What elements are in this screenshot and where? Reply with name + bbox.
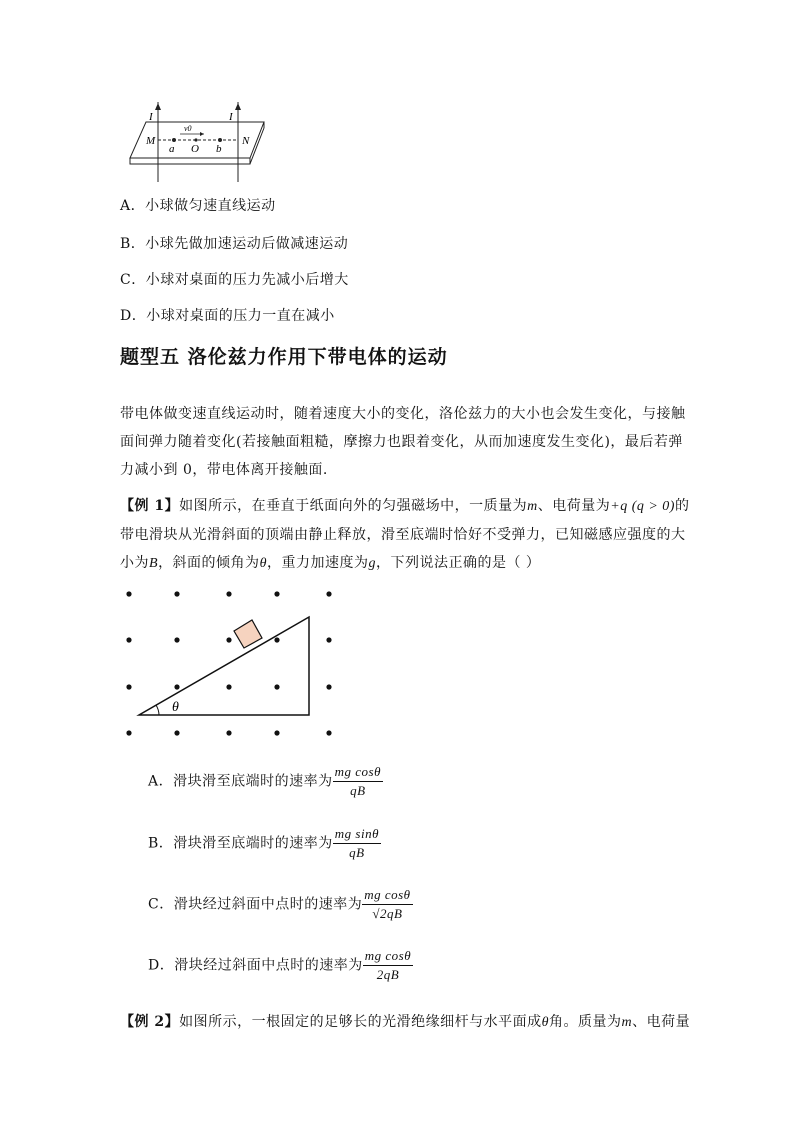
field-dot — [126, 684, 131, 689]
example1-tag: 【例 1】 — [120, 498, 180, 514]
label-b: b — [216, 143, 222, 155]
field-dot — [174, 637, 179, 642]
angle-arc — [156, 705, 159, 715]
field-dot — [326, 684, 331, 689]
field-dot — [126, 637, 131, 642]
example2-tag: 【例 2】 — [120, 1014, 180, 1030]
field-dot — [226, 591, 231, 596]
figure-incline-magnetic-field — [115, 580, 350, 745]
fraction: $\frac{\text{mg sinθ}}{qB}$ — [334, 826, 379, 860]
label-M: M — [146, 135, 156, 147]
incline-triangle — [139, 617, 309, 715]
intro-line: 力减小到 0，带电体离开接触面. — [120, 462, 328, 478]
field-dot — [274, 637, 279, 642]
label-I-left: I — [149, 111, 153, 123]
example1-option-c: C．滑块经过斜面中点时的速率为 $\frac{\text{mg cosθ}}{√2qB}$ — [148, 887, 411, 921]
prev-option-c: C．小球对桌面的压力先减小后增大 — [120, 272, 349, 288]
charge-expression: +q (q > 0) — [610, 499, 675, 514]
field-dot — [274, 684, 279, 689]
field-dot — [126, 591, 131, 596]
angle-label: θ — [172, 700, 179, 715]
prev-option-b: B．小球先做加速运动后做减速运动 — [120, 236, 349, 252]
example2-question: 【例 2】如图所示，一根固定的足够长的光滑绝缘细杆与水平面成θ角。质量为m、电荷量 — [120, 1014, 691, 1030]
field-dot — [326, 637, 331, 642]
example1-option-d: D．滑块经过斜面中点时的速率为 $\frac{\text{mg cosθ}}{2qB}$ — [148, 948, 412, 982]
field-dot — [174, 684, 179, 689]
field-dot — [126, 730, 131, 735]
label-O: O — [191, 143, 199, 155]
field-dot — [174, 591, 179, 596]
fraction: $\frac{\text{mg cosθ}}{√2qB}$ — [364, 887, 411, 921]
field-dot — [174, 730, 179, 735]
intro-paragraph — [120, 400, 700, 484]
prev-option-d: D．小球对桌面的压力一直在减小 — [120, 308, 335, 324]
example1-option-a: A．滑块滑至底端时的速率为 $\frac{\text{mg cosθ}}{qB}$ — [148, 764, 381, 798]
fraction: $\frac{\text{mg cosθ}}{2qB}$ — [364, 948, 412, 982]
field-dot — [226, 637, 231, 642]
field-dot — [326, 591, 331, 596]
field-dot — [226, 730, 231, 735]
intro-line: 带电体做变速直线运动时，随着速度大小的变化，洛伦兹力的大小也会发生变化，与接触 — [120, 406, 686, 422]
label-N: N — [242, 135, 250, 147]
field-dot — [226, 684, 231, 689]
label-a: a — [169, 143, 175, 155]
label-I-right: I — [229, 111, 233, 123]
example1-option-b: B．滑块滑至底端时的速率为 $\frac{\text{mg sinθ}}{qB}$ — [148, 826, 379, 860]
field-dot — [326, 730, 331, 735]
fraction: $\frac{\text{mg cosθ}}{qB}$ — [334, 764, 381, 798]
example1-question: 【例 1】如图所示，在垂直于纸面向外的匀强磁场中，一质量为m、电荷量为+q (q > 0)的 带电滑块从光滑斜面的顶端由静止释放，滑至底端时恰好不受弹力，已知磁感应强度的大 小为B，斜面的倾角为θ，重力加速度为g，下列说法正确的是（ ） — [120, 498, 690, 571]
field-dot — [274, 730, 279, 735]
label-v0: v0 — [184, 124, 192, 133]
intro-line: 面间弹力随着变化(若接触面粗糙，摩擦力也跟着变化，从而加速度发生变化)，最后若弹 — [120, 434, 683, 450]
figure-wires-on-table — [118, 100, 278, 190]
field-dot — [274, 591, 279, 596]
slider-block — [234, 620, 262, 648]
section-heading: 题型五 洛伦兹力作用下带电体的运动 — [120, 346, 448, 368]
prev-option-a: A．小球做匀速直线运动 — [120, 198, 276, 214]
